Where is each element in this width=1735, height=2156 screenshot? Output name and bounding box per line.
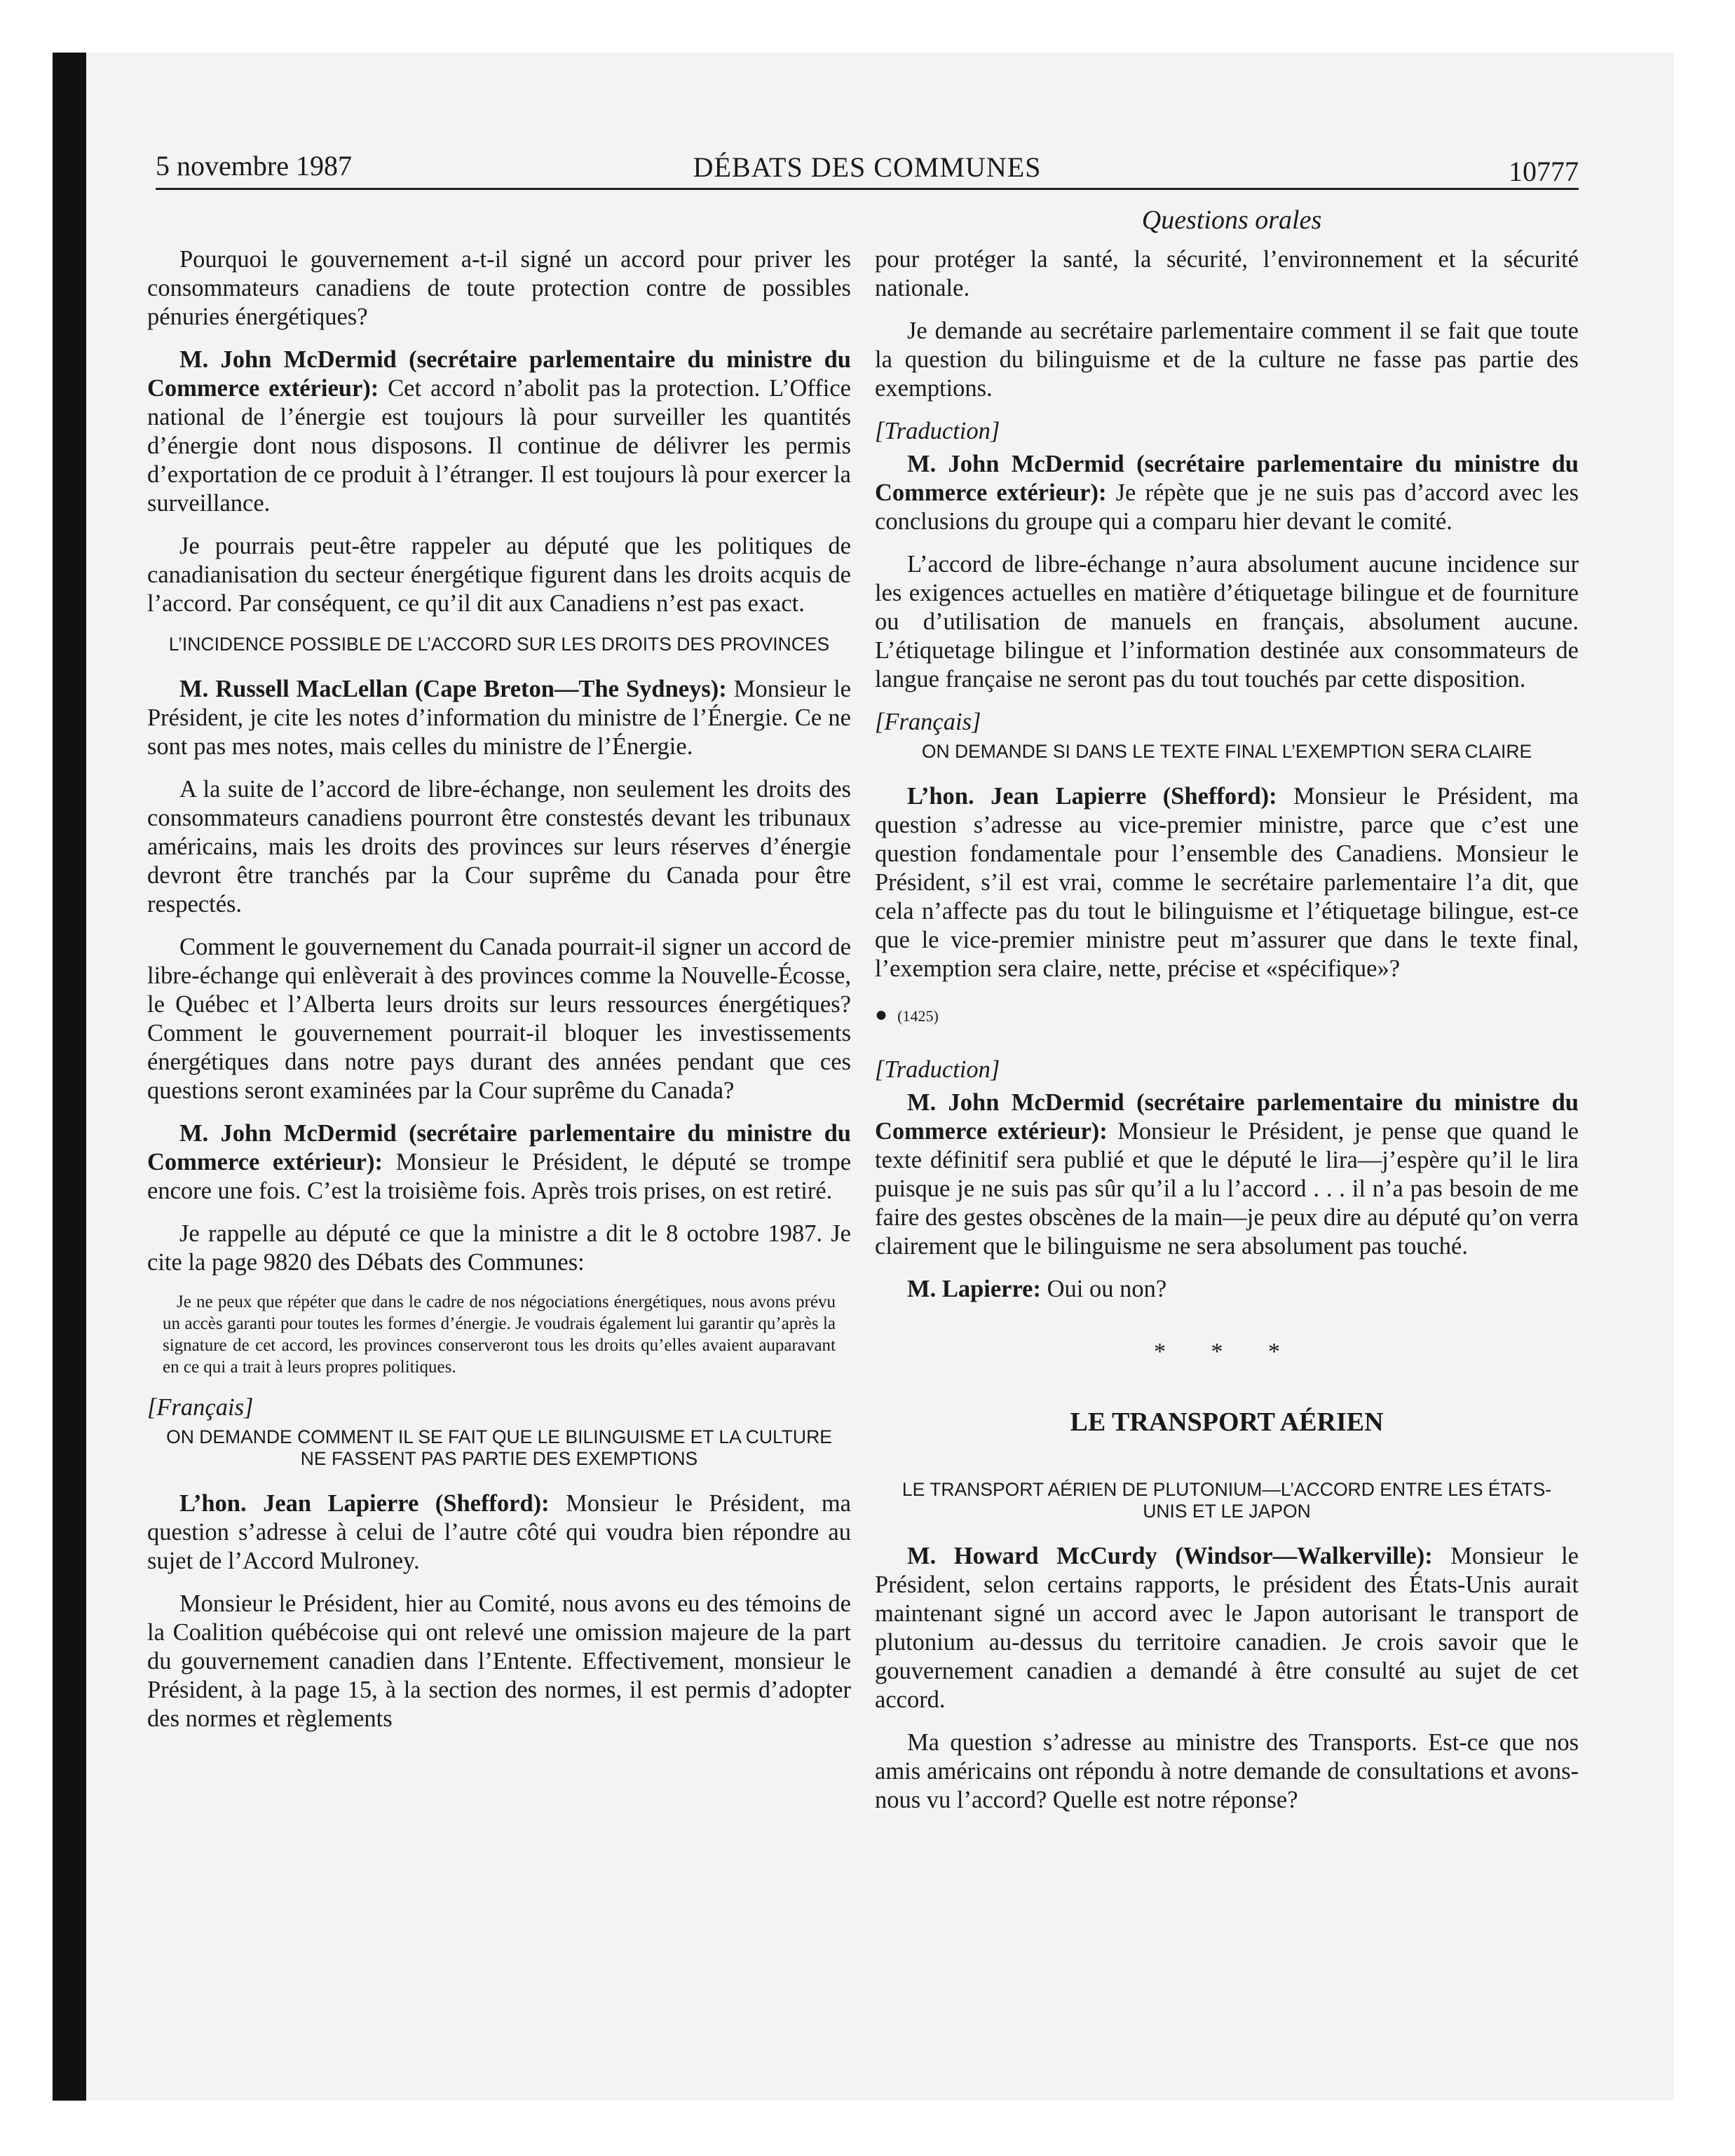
header-title: DÉBATS DES COMMUNES	[693, 151, 1042, 183]
page-number: 10777	[1509, 156, 1579, 187]
paragraph: Monsieur le Président, hier au Comité, nous avons eu des témoins de la Coalition québécoise qui ont relevé une omission majeure de la part du gouvernement canadien dans l’Entente. Effectivement, monsieur le Président, à la page 15, à la section des normes, il est permis d’adopter des normes et règlements	[147, 1590, 851, 1732]
paragraph: A la suite de l’accord de libre-échange, non seulement les droits des consommateurs canadiens pourront être constestés devant les tribunaux américains, mais les droits des provinces sur leurs réserves d’énergie devront être tranchés par la Cour suprême du Canada pour être respectés.	[147, 776, 851, 917]
speaker-name: M. Lapierre:	[907, 1276, 1041, 1302]
timestamp-text: (1425)	[897, 1007, 939, 1025]
speech-text: Cet accord n’abolit pas la protection. L’Office national de l’énergie est toujours là pour surveiller les quantités d’énergie dont nous disposons. Il continue de délivrer les permis d’exportation de ce produit à l’étranger. Il est toujours là pour exercer la surveillance.	[147, 375, 851, 517]
speech-paragraph	[875, 1089, 1579, 1261]
speech-paragraph	[875, 1275, 1579, 1304]
subheading: LE TRANSPORT AÉRIEN DE PLUTONIUM—L’ACCORD ENTRE LES ÉTATS-UNIS ET LE JAPON	[901, 1479, 1552, 1522]
speaker-name: M. John McDermid (secrétaire parlementaire du ministre du Commerce extérieur):	[875, 1089, 1579, 1145]
block-quote: Je ne peux que répéter que dans le cadre de nos négociations énergétiques, nous avons prévu un accès garanti pour toutes les formes d’énergie. Je voudrais également lui garantir qu’après la signature de cet accord, les provinces conserveront tous les droits qu’elles avaient auparavant en ce qui a trait à leurs propres politiques.	[163, 1292, 836, 1377]
section-label: Questions orales	[1141, 205, 1322, 235]
paragraph: Je demande au secrétaire parlementaire comment il se fait que toute la question du bilinguisme et de la culture ne fasse pas partie des exemptions.	[875, 318, 1579, 402]
speaker-name: L’hon. Jean Lapierre (Shefford):	[907, 783, 1277, 810]
speaker-name: M. John McDermid (secrétaire parlementaire du ministre du Commerce extérieur):	[147, 346, 851, 402]
subheading: ON DEMANDE SI DANS LE TEXTE FINAL L’EXEMPTION SERA CLAIRE	[921, 741, 1532, 762]
page-header	[156, 149, 1579, 190]
paragraph: Je rappelle au député ce que la ministre a dit le 8 octobre 1987. Je cite la page 9820 des Débats des Communes:	[147, 1220, 851, 1276]
speech-text: Monsieur le Président, ma question s’adresse à celui de l’autre côté qui voudra bien répondre au sujet de l’Accord Mulroney.	[147, 1490, 851, 1574]
speaker-name: M. Howard McCurdy (Windsor—Walkerville):	[907, 1543, 1433, 1569]
speaker-name: M. John McDermid (secrétaire parlementaire du ministre du Commerce extérieur):	[875, 451, 1579, 506]
speech-paragraph	[875, 450, 1579, 536]
section-separator: * * *	[1154, 1339, 1300, 1365]
subheading: L’INCIDENCE POSSIBLE DE L’ACCORD SUR LES DROITS DES PROVINCES	[168, 634, 830, 655]
language-marker: [Traduction]	[875, 1056, 1000, 1083]
speech-text: Je répète que je ne suis pas d’accord avec les conclusions du groupe qui a comparu hier devant le comité.	[875, 479, 1579, 535]
speech-paragraph	[147, 1119, 851, 1206]
right-column	[875, 245, 1579, 1829]
speaker-name: M. Russell MacLellan (Cape Breton—The Sydneys):	[179, 676, 727, 702]
speech-text: Monsieur le Président, je cite les notes d’information du ministre de l’Énergie. Ce ne sont pas mes notes, mais celles du ministre de l’Énergie.	[147, 676, 851, 760]
paragraph: L’accord de libre-échange n’aura absolument aucune incidence sur les exigences actuelles en matière d’étiquetage bilingue et de fourniture ou d’utilisation de manuels en français, absolument aucune. L’étiquetage bilingue et l’information destinée aux consommateurs de langue française ne seront pas du tout touchés par cette disposition.	[875, 551, 1579, 692]
bullet-icon: ●	[875, 1003, 888, 1026]
speech-paragraph	[147, 675, 851, 761]
major-heading: LE TRANSPORT AÉRIEN	[1070, 1407, 1384, 1437]
language-marker: [Traduction]	[875, 418, 1000, 444]
speech-paragraph	[875, 782, 1579, 983]
speech-text: Oui ou non?	[1040, 1276, 1167, 1302]
paragraph: Comment le gouvernement du Canada pourrait-il signer un accord de libre-échange qui enlèverait à des provinces comme la Nouvelle-Écosse, le Québec et l’Alberta leurs droits sur leurs ressources énergétiques? Comment le gouvernement pourrait-il bloquer les investissements énergétiques dans notre pays durant des années pendant que ces questions seront examinées par la Cour suprême du Canada?	[147, 934, 851, 1104]
speaker-name: L’hon. Jean Lapierre (Shefford):	[179, 1490, 550, 1517]
subheading: ON DEMANDE COMMENT IL SE FAIT QUE LE BILINGUISME ET LA CULTURE NE FASSENT PAS PARTIE DES EXEMPTIONS	[166, 1426, 832, 1469]
speech-paragraph	[147, 1489, 851, 1576]
paragraph: Ma question s’adresse au ministre des Transports. Est-ce que nos amis américains ont répondu à notre demande de consultations et avons-nous vu l’accord? Quelle est notre réponse?	[875, 1729, 1579, 1813]
scan-edge-bar	[53, 53, 86, 2101]
timestamp	[875, 1000, 1579, 1030]
paragraph: Pourquoi le gouvernement a-t-il signé un accord pour priver les consommateurs canadiens de toute protection contre de possibles pénuries énergétiques?	[147, 246, 851, 330]
language-marker: [Français]	[875, 709, 981, 735]
speech-paragraph	[147, 346, 851, 518]
speech-text: Monsieur le Président, le député se trompe encore une fois. C’est la troisième fois. Après trois prises, on est retiré.	[147, 1149, 852, 1204]
speech-text: Monsieur le Président, je pense que quand le texte définitif sera publié et que le député le lira—j’espère qu’il le lira puisque je ne suis pas sûr qu’il a lu l’accord . . . il n’a pas besoin de me faire des gestes obscènes de la main—je peux dire au député qu’on verra clairement que le bilinguisme ne sera absolument pas touché.	[875, 1118, 1579, 1260]
speaker-name: M. John McDermid (secrétaire parlementaire du ministre du Commerce extérieur):	[147, 1120, 851, 1175]
header-date: 5 novembre 1987	[156, 150, 352, 182]
speech-text: Monsieur le Président, selon certains rapports, le président des États-Unis aurait maintenant signé un accord avec le Japon autorisant le transport de plutonium au-dessus du territoire canadien. Je crois savoir que le gouvernement canadien a demandé à être consulté au sujet de cet accord.	[875, 1543, 1579, 1713]
paragraph: Je pourrais peut-être rappeler au député que les politiques de canadianisation du secteur énergétique figurent dans les droits acquis de l’accord. Par conséquent, ce qu’il dit aux Canadiens n’est pas exact.	[147, 533, 851, 617]
speech-paragraph	[875, 1542, 1579, 1714]
language-marker: [Français]	[147, 1394, 254, 1421]
left-column	[147, 245, 851, 1747]
speech-text: Monsieur le Président, ma question s’adresse au vice-premier ministre, parce que c’est une question fondamentale pour l’ensemble des Canadiens. Monsieur le Président, s’il est vrai, comme le secrétaire parlementaire l’a dit, que cela n’affecte pas du tout le bilinguisme et l’étiquetage bilingue, est-ce que le vice-premier ministre peut m’assurer que dans le texte final, l’exemption sera claire, nette, précise et «spécifique»?	[875, 783, 1579, 982]
paragraph: pour protéger la santé, la sécurité, l’environnement et la sécurité nationale.	[875, 246, 1579, 301]
